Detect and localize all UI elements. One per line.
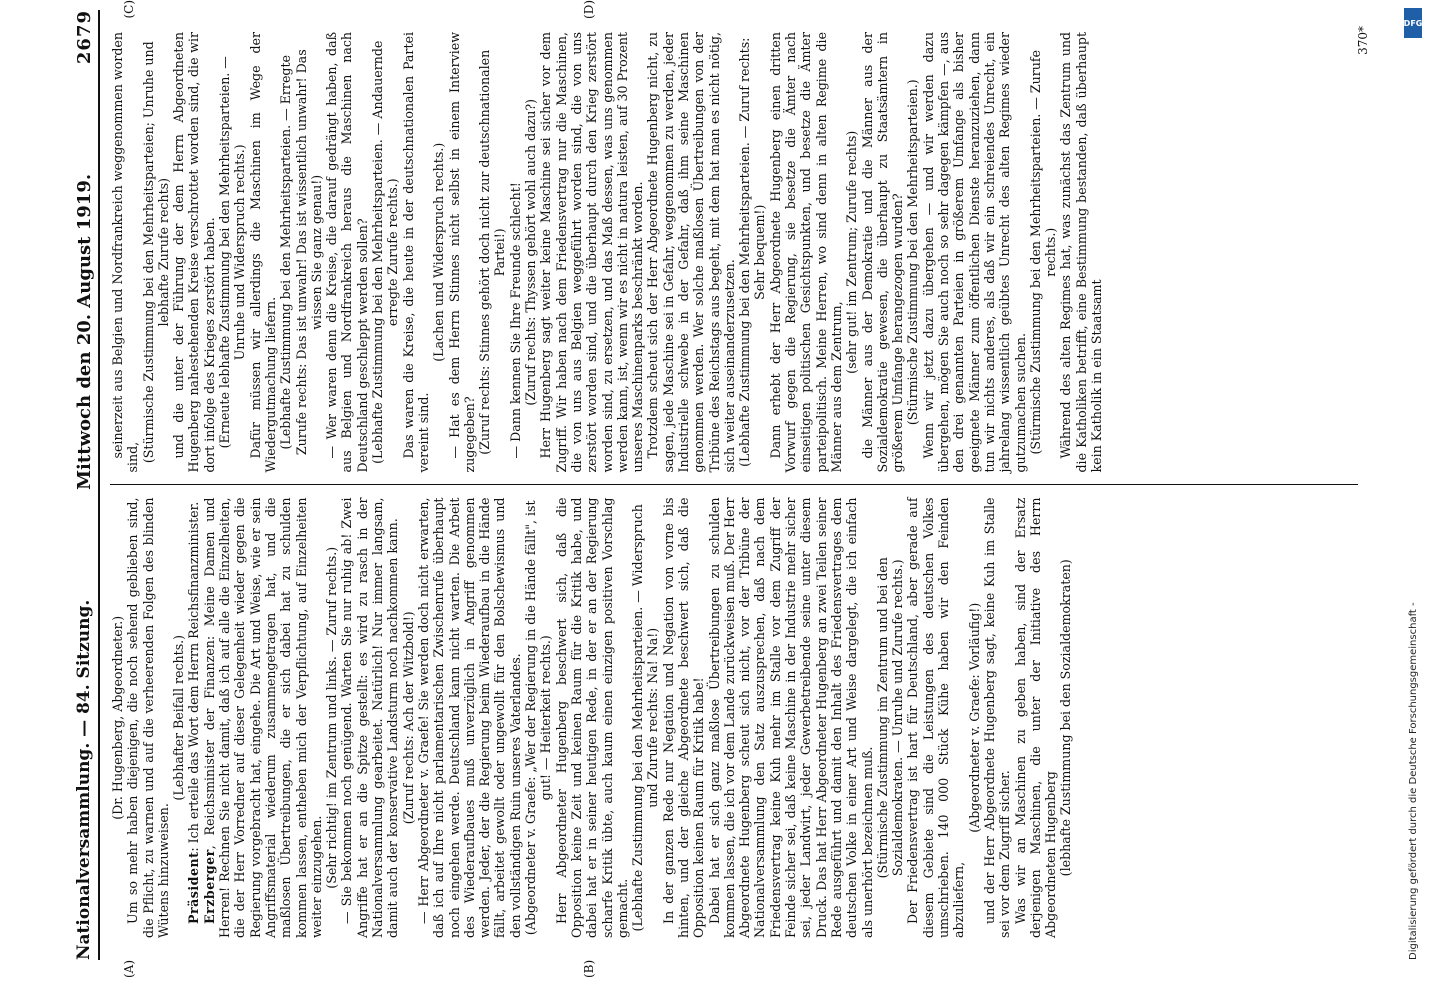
paragraph: Was wir an Maschinen zu geben haben, sind der Ersatz derjenigen Maschinen, die unter der Initiative des Herrn Abgeordneten Hugenberg (1012, 497, 1059, 938)
paragraph: Herr Hugenberg sagt weiter keine Maschine sei sicher vor dem Zugriff. Wir haben nach dem Friedensvertrag nur die Maschinen, die von uns aus Belgien weggeführt worden sind, die von uns zerstört worden sind, und die überhaupt durch den Krieg zerstört worden sind, zu ersetzen, und das Maß dessen, was uns genommen werden kann, ist, wenn wir es nicht in natura leisten, auf 30 Prozent unseres Maschinenparks beschränkt worden. (538, 32, 646, 473)
page-header (70, 10, 100, 960)
interjection-line: (Zuruf rechts: Stinnes gehört doch nicht zur deutschnationalen Partei!) (477, 49, 508, 455)
paragraph: Dafür müssen wir allerdings die Maschinen im Wege der Wiedergutmachung liefern. (247, 32, 278, 473)
interjection-line: (Zuruf rechts: Thyssen gehört wohl auch dazu?) (523, 98, 539, 406)
paragraph: — Hat es dem Herrn Stinnes nicht selbst in einem Interview zugegeben? (446, 32, 477, 473)
page-number: 2679 (73, 10, 95, 65)
speaker-name: Präsident (186, 851, 202, 924)
text-columns (110, 10, 1358, 960)
interjection-line: (Lachen und Widerspruch rechts.) (431, 142, 447, 362)
margin-mark-c: (C) (122, 0, 136, 19)
paragraph: Trotzdem scheut sich der Herr Abgeordnete Hugenberg nicht, zu sagen, jede Maschine sei in Gefahr, weggenommen zu werden, jeder Industrielle schwebe in der Gefahr, daß ihm seine Maschinen genommen werden. Wer solche maßlosen Übertreibungen von der Tribüne des Reichstags aus begeht, mit dem hat man es nicht nötig, sich weiter auseinanderzusetzen. (645, 32, 737, 473)
paragraph: Dann erhebt der Herr Abgeordnete Hugenberg einen dritten Vorwurf gegen die Regierung, sie besetze die Ämter nach einseitigen politischen Gesichtspunkten, und besetze die Ämter parteipolitisch. Meine Herren, wo sind denn in alten Regime die Männer aus dem Zentrum, (767, 32, 844, 473)
digitization-credit-text: Digitalisierung gefördert durch die Deutsche Forschungsgemeinschaft - (1408, 602, 1419, 960)
interjection-line: (Lebhafter Beifall rechts.) (171, 634, 187, 801)
header-left: Nationalversammlung. — 84. Sitzung. (74, 599, 94, 960)
interjection-line: (Abgeordneter v. Graefe: Vorläufig!) (966, 602, 982, 833)
interjection-line: (Stürmische Zustimmung bei den Mehrheitsparteien. — Zurufe rechts.) (1027, 49, 1059, 455)
paragraph: Das waren die Kreise, die heute in der deutschnationalen Partei vereint sind. (400, 32, 431, 473)
paragraph: Während des alten Regimes hat, was zunächst das Zentrum und die Katholiken betrifft, eine Bestimmung bestanden, daß überhaupt kein Katholik in ein Staatsamt (1058, 32, 1104, 473)
margin-mark-b: (B) (582, 959, 596, 978)
interjection-line: (Lebhafte Zustimmung bei den Mehrheitsparteien. — Widerspruch und Zurufe rechts: Na! Na!) (630, 504, 661, 932)
interjection-line: (Abgeordneter v. Graefe: „Wer der Regierung in die Hände fällt", ist gut! — Heiterkeit rechts.) (523, 500, 554, 936)
interjection-line: (Dr. Hugenberg, Abgeordneter.) (110, 615, 125, 820)
interjection-line: (Sehr richtig! im Zentrum und links. — Zuruf rechts.) (324, 546, 340, 889)
paragraph: Präsident: Ich erteile das Wort dem Herrn Reichsfinanzminister. (186, 501, 202, 924)
paragraph: Erzberger, Reichsminister der Finanzen: Meine Damen und Herren! Rechnen Sie nicht damit, daß ich auf alle die Einzelheiten, die der Herr Vorredner auf dieser Gelegenheit wieder gegen die Regierung vorgebracht hat, eingehe. Die Art und Weise, wie er sein Angriffsmaterial wiederum zusammengetragen hat, und die maßlosen Übertreibungen, die er sich dabei hat zu schulden kommen lassen, entheben mich der Verpflichtung, auf Einzelheiten weiter einzugehen. (201, 497, 324, 938)
paragraph: Herr Abgeordneter Hugenberg beschwert sich, daß die Opposition keine Zeit und keinen Raum für die Kritik habe, und dabei hat er in seiner heutigen Rede, in der er an der Regierung scharfe Kritik übte, auch kaum einen einzigen positiven Vorschlag gemacht. (553, 497, 630, 938)
interjection-line: (Lebhafte Zustimmung bei den Mehrheitsparteien. — Erregte Zurufe rechts: Das ist unwahr! Das ist wissentlich unwahr! Das wissen Sie ganz genau!) (278, 49, 324, 456)
paragraph: und der Herr Abgeordnete Hugenberg sagt, keine Kuh im Stalle sei vor dem Zugriff sicher. (981, 497, 1013, 938)
paragraph: und die unter der Führung der dem Herrn Abgeordneten Hugenberg nahestehenden Kreise verschrottet worden sind, die wir dort infolge des Krieges zerstört haben. (171, 32, 217, 473)
interjection-line: (lebhafte Zustimmung bei den Sozialdemokraten) (1058, 559, 1074, 877)
paragraph: Der Friedensvertrag ist hart für Deutschland, aber gerade auf diesem Gebiete sind die Leistungen des deutschen Volkes umschrieben. 140 000 Stück Kühe haben wir den Feinden abzuliefern, (905, 497, 967, 938)
paragraph: — Dann kennen Sie Ihre Freunde schlecht! (507, 182, 523, 459)
digitization-credit-strip (1392, 0, 1434, 1000)
paragraph: — Herr Abgeordneter v. Graefe! Sie werden doch nicht erwarten, daß ich auf Ihre nicht parlamentarischen Zwischenrufe überhaupt noch eingehen werde. Deutschland kann nicht warten. Die Arbeit des Wiederaufbaues muß unverzüglich in Angriff genommen werden. Jeder, der die Regierung beim Wiederaufbau in die Hände fällt, arbeitet gewollt oder ungewollt für den Bolschewismus und den vollständigen Ruin unseres Vaterlandes. (415, 497, 523, 938)
interjection-line: (Zuruf rechts: Ach der Witzbold!) (400, 611, 416, 825)
header-date: Mittwoch den 20. August 1919. (73, 173, 95, 490)
column-divider (110, 485, 1358, 486)
speaker-name: Erzberger (201, 849, 217, 924)
margin-mark-d: (D) (582, 0, 596, 19)
interjection-line: (Stürmische Zustimmung bei den Mehrheitsparteien; Unruhe und lebhafte Zurufe rechts) (140, 41, 171, 464)
rotated-document-page (62, 0, 1372, 980)
interjection-line: (sehr gut! im Zentrum; Zurufe rechts) (844, 130, 860, 374)
sheet-signature: 370* (1356, 26, 1370, 55)
interjection-line: (Lebhafte Zustimmung bei den Mehrheitsparteien. — Andauernde erregte Zurufe rechts.) (370, 40, 401, 464)
paragraph: — Wer waren denn die Kreise, die darauf gedrängt haben, daß aus Belgien und Nordfrankreich heraus die Maschinen nach Deutschland geschleppt werden sollen? (324, 32, 370, 473)
left-column (110, 486, 1358, 961)
interjection-line: (Lebhafte Zustimmung bei den Mehrheitsparteien. — Zuruf rechts: Sehr bequem!) (737, 37, 768, 467)
interjection-line: (Stürmische Zustimmung bei den Mehrheitsparteien.) (905, 79, 921, 426)
dfg-logo: DFG (1404, 8, 1422, 38)
paragraph: seinerzeit aus Belgien und Nordfrankreich weggenommen worden sind, (110, 32, 141, 473)
paragraph: Wenn wir jetzt dazu übergehen — und wir werden dazu übergehen, mögen Sie auch noch so sehr dagegen kämpfen —, aus den drei genannten Parteien in größerem Umfange als bisher geeignete Männer zum öffentlichen Dienste heranzuziehen, dann tun wir nichts anderes, als daß wir ein schreiendes Unrecht, ein jahrelang wissentlich geübtes Unrecht des alten Regimes wieder gutzumachen suchen. (920, 32, 1028, 473)
paragraph: Um so mehr haben diejenigen, die noch sehend geblieben sind, die Pflicht, zu warnen und auf die verheerenden Folgen des blinden Wütens hinzuweisen. (125, 497, 171, 938)
paragraph: Dabei hat er sich ganz maßlose Übertreibungen zu schulden kommen lassen, die ich vor dem Lande zurückweisen muß. Der Herr Abgeordnete Hugenberg scheut sich nicht, vor der Tribüne der Nationalversammlung den Satz auszusprechen, daß nach dem Friedensvertrag keine Kuh mehr im Stalle vor dem Zugriff der Feinde sicher sei, daß keine Maschine in der Industrie mehr sicher sei, jeder Landwirt, jeder Gewerbetreibende seine unter diesem Druck. Das hat Herr Abgeordneter Hugenberg an zwei Teilen seiner Rede ausgeführt und damit den Inhalt des Friedensvertrages dem deutschen Volke in einer Art und Weise dargelegt, die ich einfach als unerhört bezeichnen muß. (706, 497, 875, 938)
interjection-line: (Stürmische Zustimmung im Zentrum und bei den Sozialdemokraten. — Unruhe und Zurufe rechts.) (874, 557, 906, 879)
interjection-line: (Erneute lebhafte Zustimmung bei den Mehrheitsparteien. — Unruhe und Widerspruch rechts.) (217, 56, 248, 449)
paragraph: — Sie bekommen noch genügend. Warten Sie nur ruhig ab! Zwei Angriffe hat er an die Spitze gestellt: es wird zu rasch in der Nationalversammlung gearbeitet. Natürlich! Nur immer langsam, damit auch der konservative Landsturm noch nachkommen kann. (339, 497, 401, 938)
right-column (110, 10, 1358, 485)
margin-mark-a: (A) (122, 959, 136, 978)
paragraph: In der ganzen Rede nur Negation und Negation von vorne bis hinten, und der gleiche Abgeordnete beschwert sich, daß die Opposition keinen Raum für Kritik habe! (660, 497, 707, 938)
paragraph: die Männer aus der Demokratie und die Männer aus der Sozialdemokratie gewesen, die überhaupt zu Staatsämtern in größerem Umfange herangezogen wurden? (859, 32, 906, 473)
